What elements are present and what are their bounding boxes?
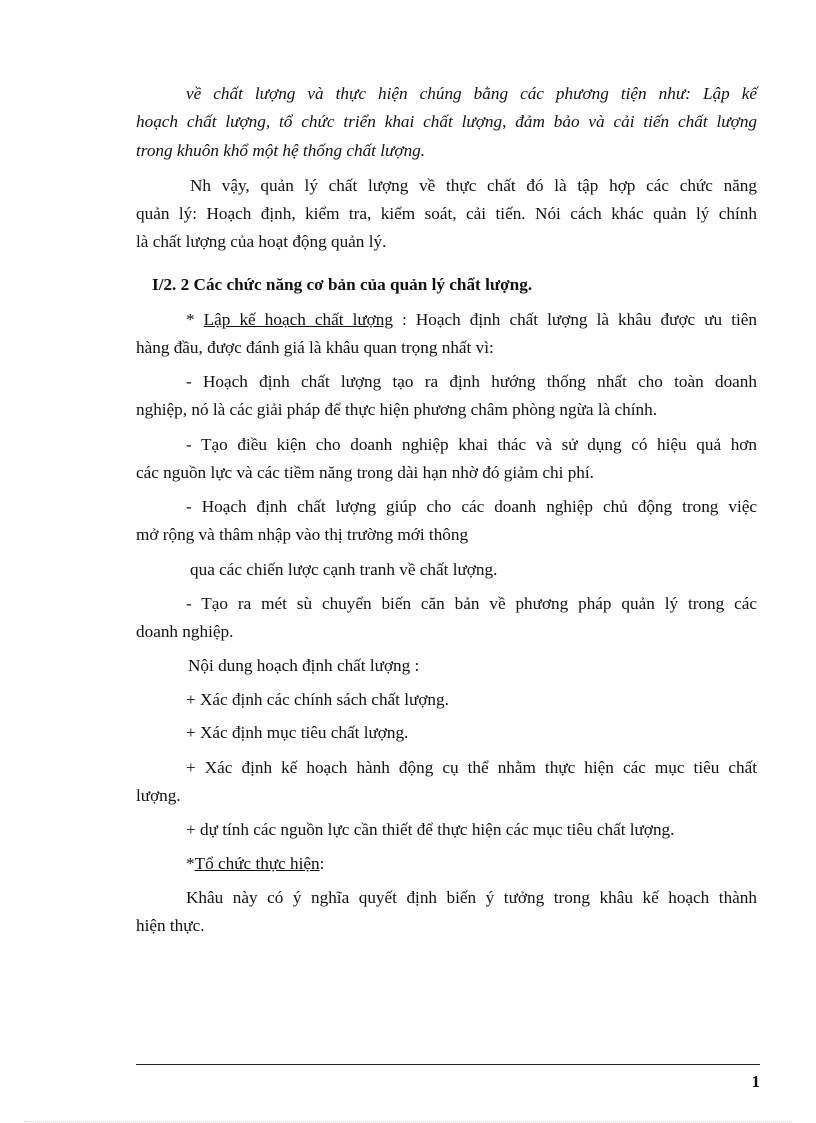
list-item: + dự tính các nguồn lực cần thiết để thực hiện các mục tiêu chất lượng. — [186, 820, 675, 839]
paragraph-line: - Tạo điều kiện cho doanh nghiệp khai thác và sử dụng có hiệu quả hơn — [186, 435, 757, 454]
paragraph-line: hàng đầu, được đánh giá là khâu quan trọng nhất vì: — [136, 338, 494, 357]
list-item: + Xác định mục tiêu chất lượng. — [186, 723, 409, 742]
footer-divider — [136, 1064, 760, 1065]
paragraph-line: - Tạo ra mét sù chuyển biến căn bản về phương pháp quản lý trong các — [186, 594, 757, 613]
paragraph-line: các nguồn lực và các tiềm năng trong dài hạn nhờ đó giảm chi phí. — [136, 463, 594, 482]
paragraph-line: - Hoạch định chất lượng tạo ra định hướng thống nhất cho toàn doanh — [186, 372, 757, 391]
paragraph-line: nghiệp, nó là các giải pháp để thực hiện phương châm phòng ngừa là chính. — [136, 400, 658, 419]
paragraph-line: quản lý: Hoạch định, kiểm tra, kiểm soát, cải tiến. Nói cách khác quản lý chính — [136, 204, 757, 223]
paragraph-line: Nh vậy, quản lý chất lượng về thực chất đó là tập hợp các chức năng — [190, 176, 757, 195]
paragraph-line: - Hoạch định chất lượng giúp cho các doanh nghiệp chủ động trong việc — [186, 497, 757, 516]
list-item: + Xác định kế hoạch hành động cụ thể nhằm thực hiện các mục tiêu chất — [186, 758, 757, 777]
paragraph-line: Khâu này có ý nghĩa quyết định biến ý tưởng trong khâu kế hoạch thành — [186, 888, 757, 907]
subheading-line — [186, 851, 757, 877]
paragraph-line: trong khuôn khổ một hệ thống chất lượng. — [136, 141, 426, 160]
list-item-continued: lượng. — [136, 786, 181, 805]
subheading-planning: Lập kế hoạch chất lượng — [203, 310, 393, 329]
subheading-implementation: Tổ chức thực hiện — [194, 854, 320, 873]
page-number: 1 — [751, 1072, 760, 1091]
colon-text: : — [319, 854, 325, 873]
asterisk-marker: * — [186, 310, 195, 329]
paragraph-line: qua các chiến lược cạnh tranh về chất lượng. — [190, 560, 498, 579]
section-heading: I/2. 2 Các chức năng cơ bản của quản lý chất lượng. — [152, 275, 533, 294]
paragraph-line: là chất lượng của hoạt động quản lý. — [136, 232, 387, 251]
list-item: + Xác định các chính sách chất lượng. — [186, 690, 449, 709]
paragraph-line: doanh nghiệp. — [136, 622, 234, 641]
paragraph-line: về chất lượng và thực hiện chúng bằng các phương tiện như: Lập kế — [186, 84, 757, 103]
paragraph-line: hiện thực. — [136, 916, 205, 935]
paragraph-line — [186, 307, 757, 333]
paragraph-line-text: : Hoạch định chất lượng là khâu được ưu tiên — [392, 310, 757, 329]
paragraph-line: Nội dung hoạch định chất lượng : — [188, 656, 420, 675]
page-bottom-edge — [24, 1121, 792, 1122]
asterisk-marker: * — [186, 854, 195, 873]
paragraph-line: hoạch chất lượng, tổ chức triển khai chất lượng, đảm bảo và cải tiến chất lượng — [136, 112, 757, 131]
paragraph-line: mở rộng và thâm nhập vào thị trường mới thông — [136, 525, 469, 544]
